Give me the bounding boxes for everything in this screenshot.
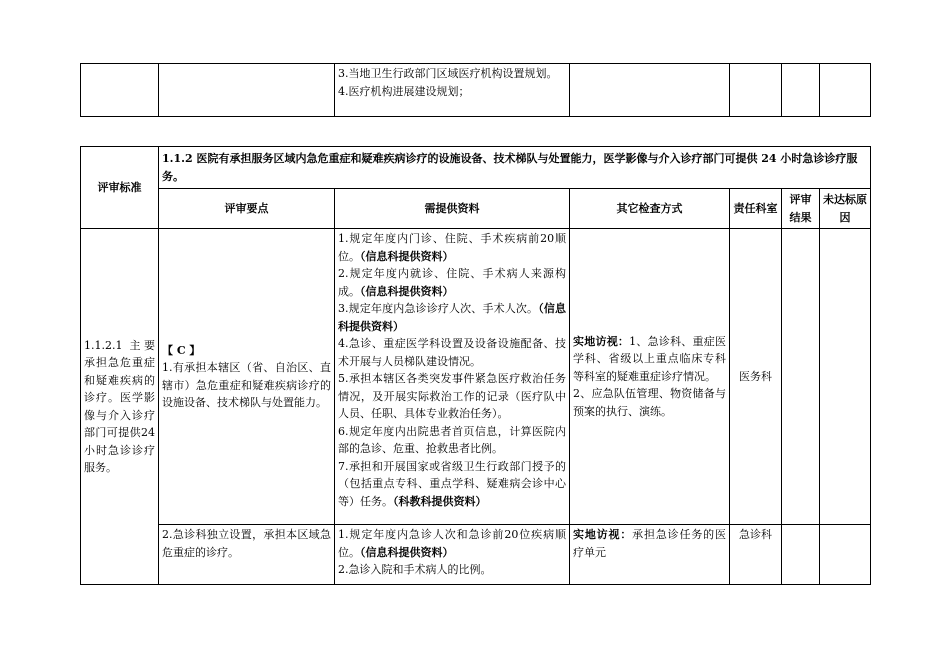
header-points: 评审要点 — [159, 189, 335, 229]
materials-cell — [335, 229, 570, 525]
other-check-label: 实地访视： — [573, 528, 633, 541]
material-line: 3.当地卫生行政部门区域医疗机构设置规划。 — [338, 67, 558, 80]
materials-cell — [335, 64, 570, 117]
material-line: 1.规定年度内急诊人次和急诊前20位疾病顺位。 — [338, 528, 566, 559]
header-dept: 责任科室 — [730, 189, 782, 229]
empty-cell — [820, 64, 871, 117]
other-check-cell — [570, 525, 730, 585]
dept-cell: 急诊科 — [730, 525, 782, 585]
result-cell — [782, 229, 820, 525]
material-line: 7.承担和开展国家或省级卫生行政部门授予的（包括重点专科、重点学科、疑难病会诊中心等）任务。 — [338, 459, 566, 508]
empty-cell — [570, 64, 730, 117]
material-line: 6.规定年度内出院患者首页信息，计算医院内部的急诊、危重、抢救患者比例。 — [338, 424, 566, 455]
material-note: （信息科提供资料） — [360, 249, 454, 263]
header-reason: 未达标原 因 — [820, 189, 871, 229]
material-line: 2.急诊入院和手术病人的比例。 — [338, 563, 492, 576]
review-standard-table — [80, 146, 878, 585]
material-note: （信息科提供资料） — [360, 545, 454, 559]
standard-text: 1.1.2 医院有承担服务区域内急危重症和疑难疾病诊疗的设施设备、技术梯队与处置能力，医学影像与介入诊疗部门可提供 24 小时急诊诊疗服务。 — [159, 147, 871, 189]
item-code-text: 1.1.2.1 主要承担急危重症和疑难疾病的诊疗。医学影像与介入诊疗部门可提供24小时急诊诊疗服务。 — [84, 338, 155, 474]
empty-cell — [159, 64, 335, 117]
reason-cell — [820, 525, 871, 585]
empty-cell — [782, 64, 820, 117]
material-note: （信息科提供资料） — [338, 302, 567, 333]
material-line: 5.承担本辖区各类突发事件紧急医疗救治任务情况，及开展实际救治工作的记录（医疗队中人员、任职、具体专业救治任务）。 — [338, 372, 566, 420]
header-other: 其它检查方式 — [570, 189, 730, 229]
header-result: 评审结果 — [782, 189, 820, 229]
grade-label: 【 C 】 — [162, 343, 201, 357]
material-line: 4.医疗机构进展建设规划； — [338, 84, 470, 98]
previous-page-table — [80, 63, 871, 117]
other-check-cell — [570, 229, 730, 525]
material-note: （科教科提供资料） — [393, 494, 487, 508]
materials-cell — [335, 525, 570, 585]
other-check-label: 实地访视： — [573, 334, 630, 348]
empty-cell — [81, 64, 159, 117]
item-code — [81, 229, 159, 585]
reason-cell — [820, 229, 871, 525]
point-text: 1.有承担本辖区（省、自治区、直辖市）急危重症和疑难疾病诊疗的设施设备、技术梯队与处置能力。 — [162, 361, 331, 409]
point-cell: 2.急诊科独立设置，承担本区域急危重症的诊疗。 — [159, 525, 335, 585]
other-check-text-2: 2、应急队伍管理、物资储备与预案的执行、演练。 — [573, 387, 726, 418]
material-line: 3.规定年度内急诊诊疗人次、手术人次。 — [338, 302, 539, 315]
header-materials: 需提供资料 — [335, 189, 570, 229]
material-note: （信息科提供资料） — [360, 284, 454, 298]
standard-label: 评审标准 — [81, 147, 159, 229]
other-check-text: 承担急诊任务的医疗单元 — [573, 528, 727, 559]
other-check-text: 1、急诊科、重症医学科、省级以上重点临床专科等科室的疑难重症诊疗情况。 — [573, 334, 727, 383]
point-cell — [159, 229, 335, 525]
material-line: 1.规定年度内门诊、住院、手术疾病前20顺位。 — [338, 232, 566, 263]
material-line: 4.急诊、重症医学科设置及设备设施配备、技术开展与人员梯队建设情况。 — [338, 337, 566, 368]
result-cell — [782, 525, 820, 585]
dept-cell: 医务科 — [730, 229, 782, 525]
material-line: 2.规定年度内就诊、住院、手术病人来源构成。 — [338, 267, 566, 298]
empty-cell — [730, 64, 782, 117]
